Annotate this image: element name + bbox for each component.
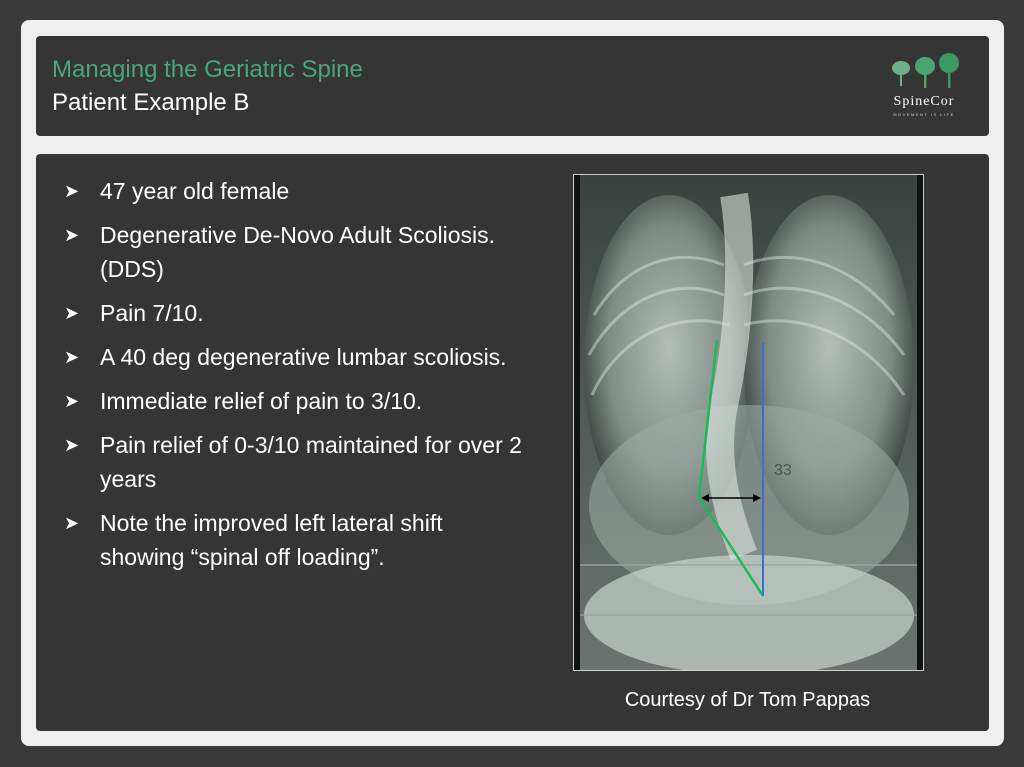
spine-xray-illustration (574, 175, 923, 670)
bullet-list (60, 174, 530, 584)
arrow-bullet-icon: ➤ (64, 513, 80, 533)
slide-title: Managing the Geriatric Spine (52, 56, 363, 83)
content-panel (36, 154, 989, 731)
arrow-bullet-icon: ➤ (64, 347, 80, 367)
image-caption: Courtesy of Dr Tom Pappas (624, 689, 871, 711)
bullet-item: ➤ Degenerative De-Novo Adult Scoliosis. (DDS) (60, 218, 530, 286)
spinecor-logo (881, 52, 967, 122)
header-panel (36, 36, 989, 136)
arrow-bullet-icon: ➤ (64, 435, 80, 455)
bullet-item: ➤ Note the improved left lateral shift showing “spinal off loading”. (60, 506, 530, 574)
bullet-item: ➤ Pain relief of 0-3/10 maintained for over 2 years (60, 428, 530, 496)
logo-wordmark: SpineCor (893, 94, 955, 109)
arrow-bullet-icon: ➤ (64, 391, 80, 411)
arrow-bullet-icon: ➤ (64, 181, 80, 201)
bullet-item: ➤ A 40 deg degenerative lumbar scoliosis. (60, 340, 530, 374)
logo-tagline: MOVEMENT IS LIFE (893, 112, 955, 117)
tree-icon (881, 52, 967, 94)
bullet-item: ➤ Pain 7/10. (60, 296, 530, 330)
bullet-item: ➤ Immediate relief of pain to 3/10. (60, 384, 530, 418)
xray-annotation: 33 (774, 462, 792, 479)
xray-image (573, 174, 924, 671)
bullet-item: ➤ 47 year old female (60, 174, 530, 208)
arrow-bullet-icon: ➤ (64, 303, 80, 323)
arrow-bullet-icon: ➤ (64, 225, 80, 245)
slide-subtitle: Patient Example B (52, 89, 250, 116)
